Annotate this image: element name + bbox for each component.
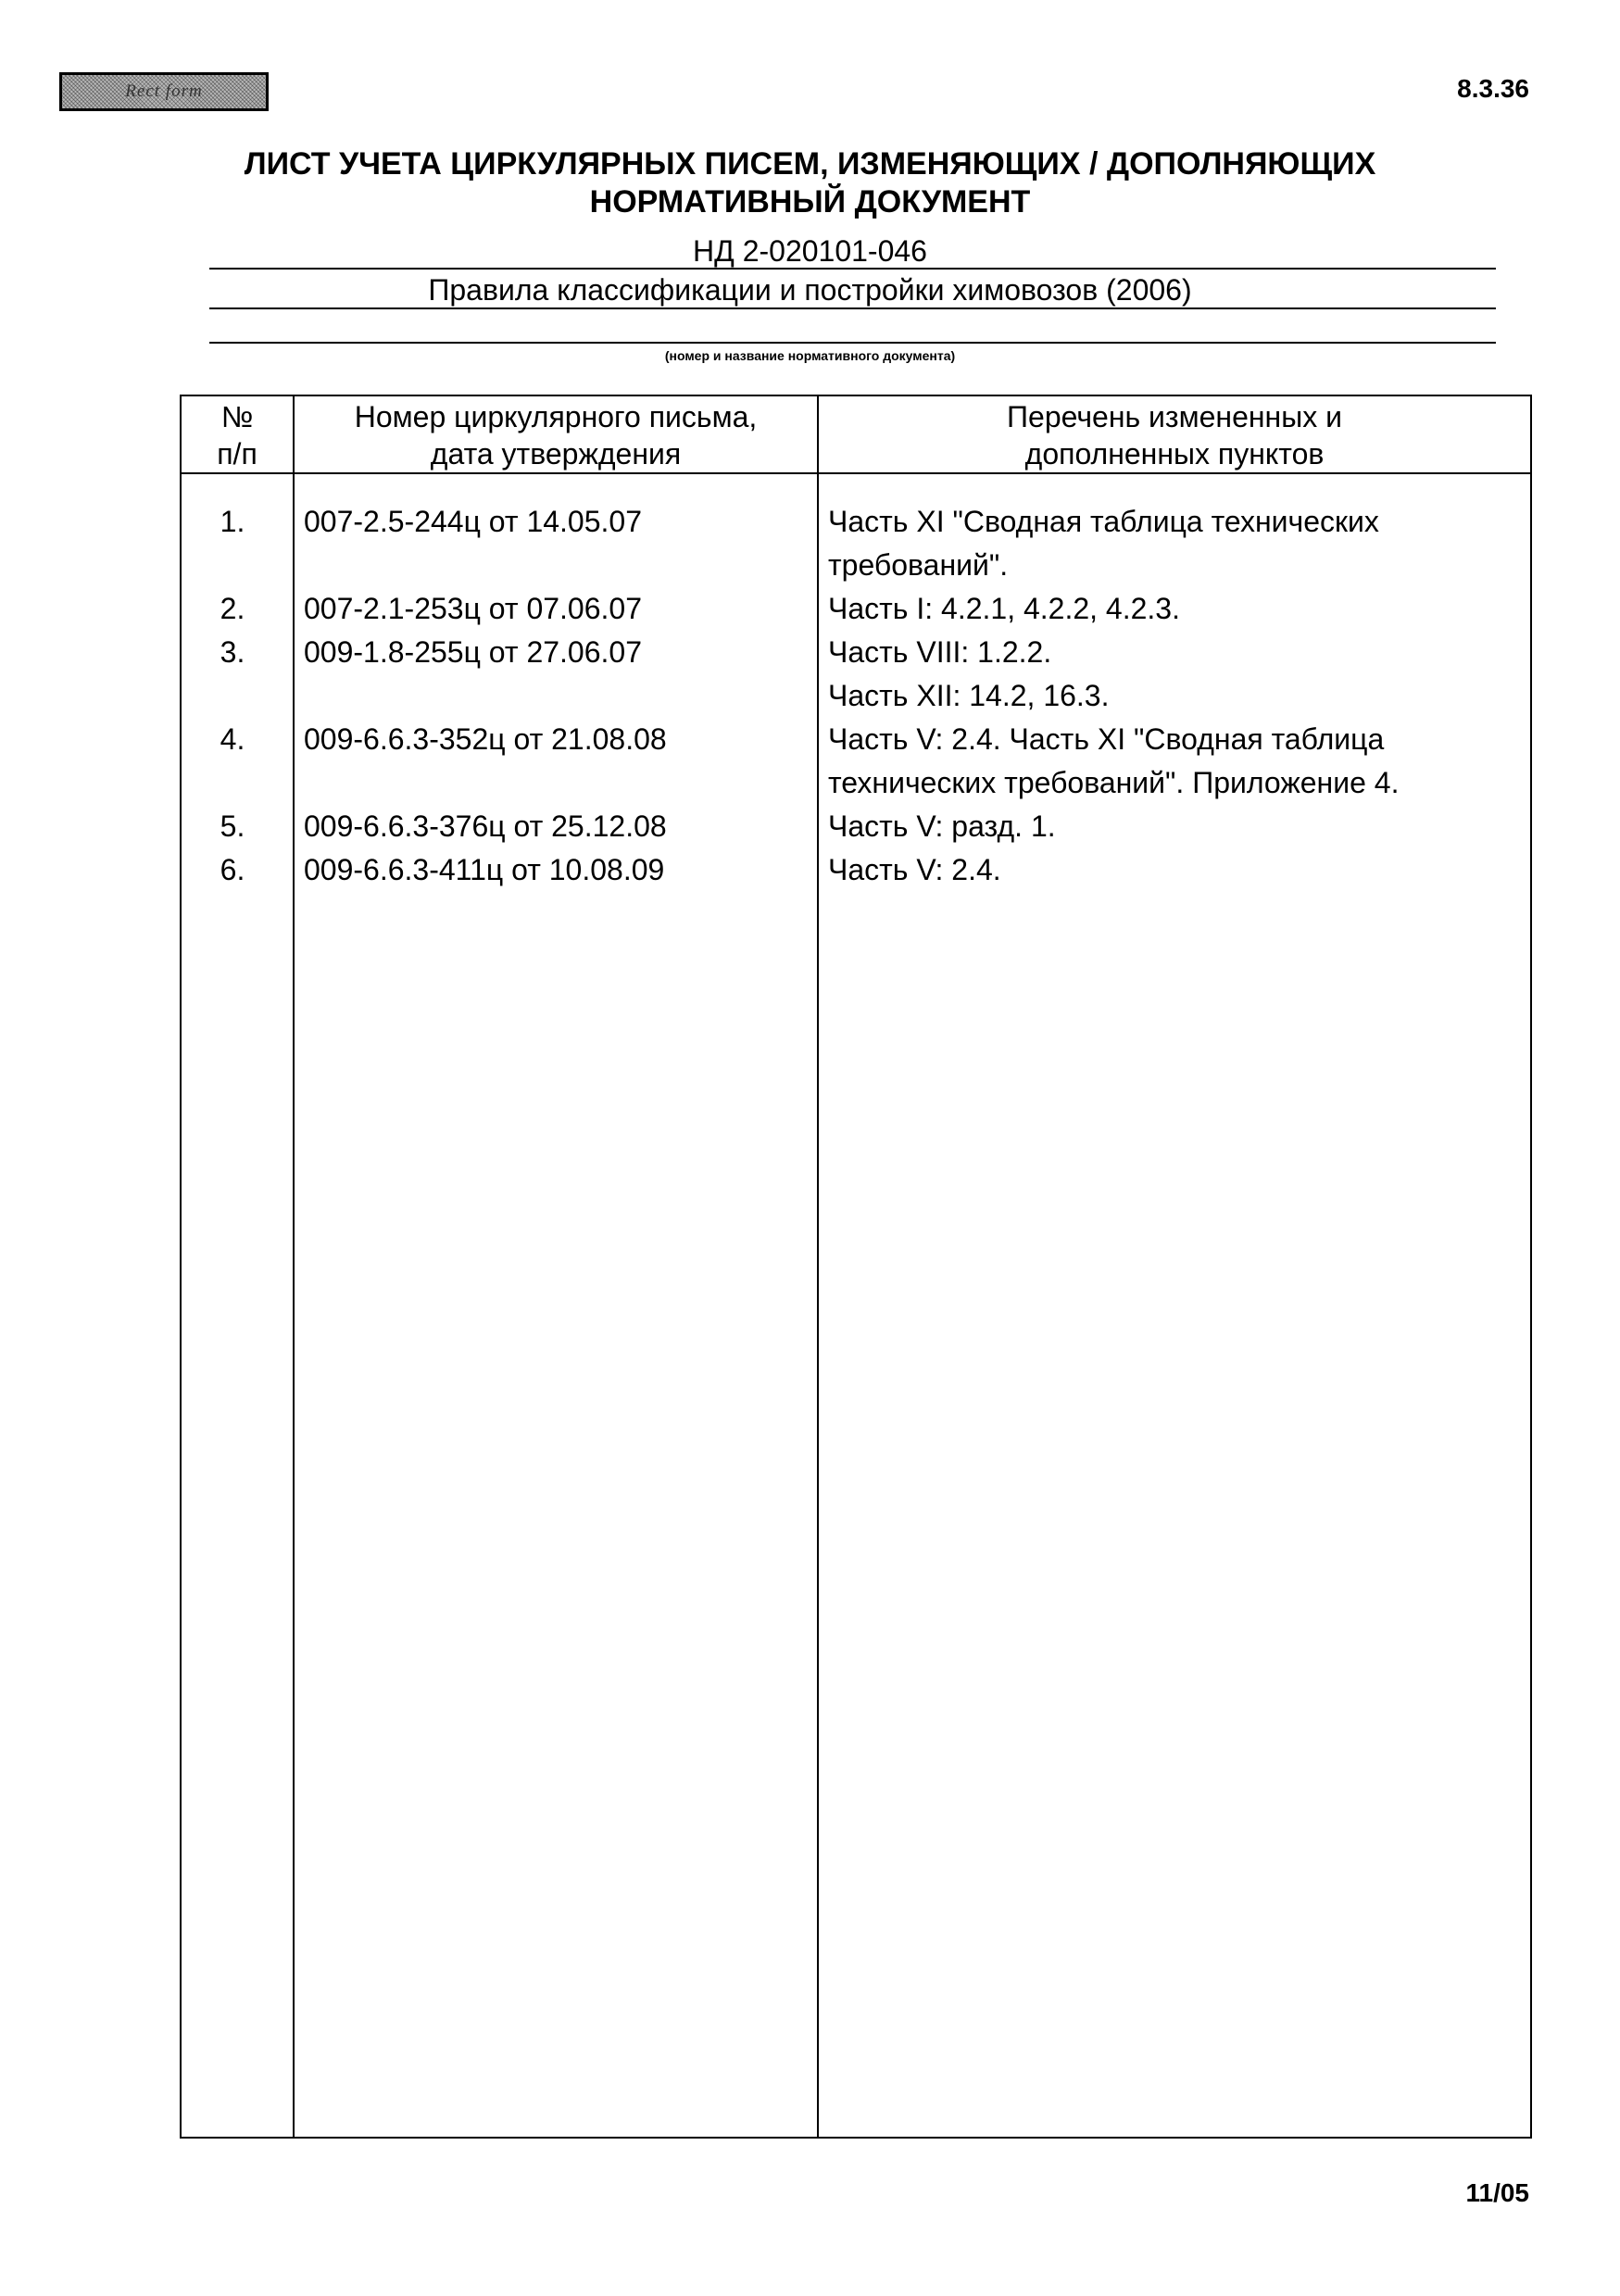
document-caption: (номер и название нормативного документа) [664,348,956,363]
header-letter-line: Номер циркулярного письма, [354,400,758,433]
row-number: 5. [220,809,245,843]
changed-items-line: Часть XII: 14.2, 16.3. [828,679,1110,712]
letter-number: 007-2.5-244ц от 14.05.07 [304,505,642,538]
header-num-line: п/п [217,437,257,470]
changed-items [817,587,1530,631]
circular-letters-table [180,395,1532,2139]
divider [209,342,1496,344]
table-row [182,848,1530,892]
header-letter [295,398,817,472]
changed-items [817,805,1530,848]
row-number: 1. [220,505,245,538]
header-num-line: № [220,400,254,433]
page-number: 11/05 [1465,2178,1529,2207]
table-row [182,805,1530,848]
changed-items-line: Часть VIII: 1.2.2. [828,635,1052,669]
header-changes [819,398,1530,472]
changed-items-line: Часть V: разд. 1. [828,809,1056,843]
logo [59,72,269,111]
letter-number: 009-6.6.3-352ц от 21.08.08 [304,722,667,756]
row-number: 4. [220,722,245,756]
document-name: Правила классификации и постройки химовозов (2006) [428,273,1192,307]
divider [209,268,1496,270]
changed-items-line: Часть XI "Сводная таблица технических [828,505,1379,538]
changed-items [817,500,1530,587]
header-divider [182,472,1530,474]
logo-text: Rect form [125,82,203,101]
changed-items [817,848,1530,892]
document-code: 8.3.36 [1457,74,1529,103]
divider [209,307,1496,309]
page-title-line1: ЛИСТ УЧЕТА ЦИРКУЛЯРНЫХ ПИСЕМ, ИЗМЕНЯЮЩИХ / ДОПОЛНЯЮЩИХ [244,146,1376,182]
letter-number: 007-2.1-253ц от 07.06.07 [304,592,642,625]
table-row [182,500,1530,587]
changed-items-line: технических требований". Приложение 4. [828,766,1400,799]
row-number: 6. [220,853,245,886]
changed-items-line: Часть V: 2.4. [828,853,1001,886]
page-title-line2: НОРМАТИВНЫЙ ДОКУМЕНТ [589,184,1031,220]
table-row [182,587,1530,631]
letter-number: 009-6.6.3-376ц от 25.12.08 [304,809,667,843]
header-num [182,398,293,472]
header-changes-line: дополненных пунктов [1024,437,1325,470]
letter-number: 009-6.6.3-411ц от 10.08.09 [304,853,665,886]
document-number: НД 2-020101-046 [693,234,927,268]
row-number: 2. [220,592,245,625]
changed-items [817,631,1530,718]
header-changes-line: Перечень измененных и [1007,400,1342,433]
changed-items-line: требований". [828,548,1009,582]
changed-items-line: Часть I: 4.2.1, 4.2.2, 4.2.3. [828,592,1180,625]
letter-number: 009-1.8-255ц от 27.06.07 [304,635,642,669]
table-body [182,500,1530,892]
changed-items-line: Часть V: 2.4. Часть XI "Сводная таблица [828,722,1385,756]
table-row [182,718,1530,805]
table-row [182,631,1530,718]
changed-items [817,718,1530,805]
row-number: 3. [220,635,245,669]
header-letter-line: дата утверждения [430,437,682,470]
